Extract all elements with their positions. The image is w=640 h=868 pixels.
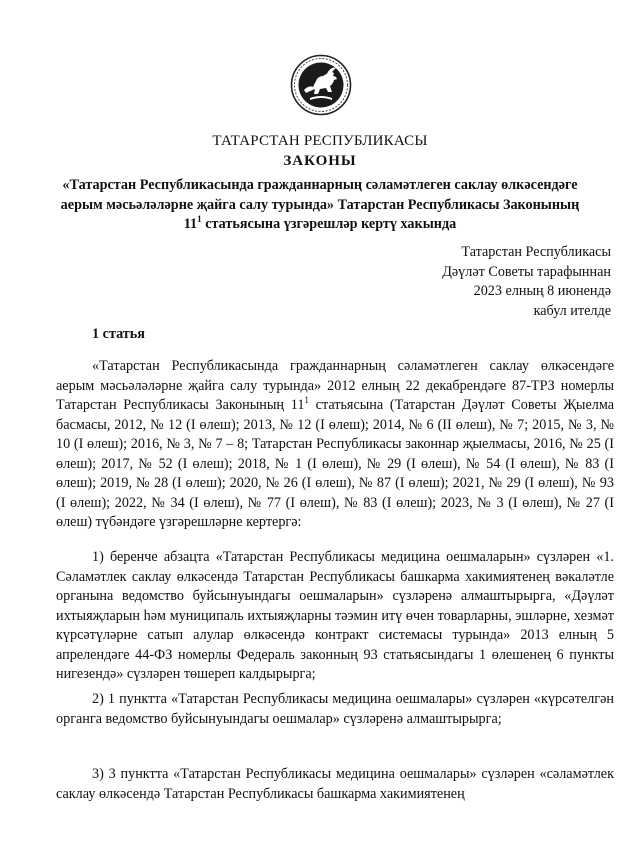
- adoption-line-2: Дәүләт Советы тарафыннан: [442, 263, 611, 280]
- paragraph-preamble-text: «Татарстан Республикасында гражданнарның сәламәтлеген саклау өлкәсендәге аерым мәсьәләләрне җайга салу турында» 2012 елның 22 декабрендәге 87-ТРЗ номерлы Татарстан Республикасы Законының 11: [56, 358, 614, 413]
- law-title-text: «Татарстан Республикасында гражданнарның сәламәтлеген саклау өлкәсендәге аерым мәсьәләләрне җайга салу турында» Татарстан Республикасы Законының 11: [60, 177, 580, 232]
- paragraph-preamble-text-end: статьясына (Татарстан Дәүләт Советы Җыелма басмасы, 2012, № 12 (I өлеш); 2013, № 12 (I өлеш); 2014, № 6 (II өлеш), № 7; 2015, № 3, № 10 (I өлеш); 2016, № 3, № 7 – 8; Татарстан Республикасы законнар җыелмасы, 2016, № 25 (I өлеш); 2017, № 52 (I өлеш); 2018, № 1 (I өлеш), № 29 (I өлеш), № 54 (I өлеш), № 83 (I өлеш); 2019, № 28 (I өлеш); 2020, № 26 (I өлеш), № 87 (I өлеш); 2021, № 29 (I өлеш), № 93 (I өлеш); 2022, № 34 (I өлеш), № 77 (I өлеш), № 83 (I өлеш); 2023, № 3 (I өлеш), № 27 (I өлеш) түбәндәге үзгәрешләрне кертергә:: [56, 397, 615, 530]
- law-heading: ЗАКОНЫ: [283, 153, 357, 169]
- adoption-line-3: 2023 елның 8 июнендә: [473, 283, 611, 299]
- article-heading: 1 статья: [92, 326, 145, 342]
- adoption-line-1: Татарстан Республикасы: [461, 244, 611, 260]
- republic-heading: ТАТАРСТАН РЕСПУБЛИКАСЫ: [212, 133, 428, 149]
- paragraph-item-2: 2) 1 пунктта «Татарстан Республикасы медицина оешмалары» сүзләрен «күрсәтелгән органга ведомство буйсынуындагы оешмалар» сүзләренә алмаштырырга;: [56, 691, 614, 727]
- paragraph-preamble-superscript: 1: [304, 395, 309, 405]
- law-title: [60, 176, 580, 235]
- tatarstan-coat-of-arms-emblem: [290, 54, 352, 116]
- law-title-superscript: 1: [197, 214, 202, 224]
- adoption-block: [351, 243, 611, 321]
- adoption-line-4: кабул ителде: [533, 302, 611, 319]
- paragraph-preamble: [56, 357, 614, 533]
- paragraph-item-3: 3) 3 пунктта «Татарстан Республикасы медицина оешмалары» сүзләрен «сәламәтлек саклау өлкәсендә Татарстан Республикасы башкарма хакимиятенең: [56, 766, 614, 802]
- law-title-text-end: статьясына үзгәрешләр кертү хакында: [201, 216, 457, 232]
- paragraph-item-1: 1) беренче абзацта «Татарстан Республикасы медицина оешмаларын» сүзләрен «1. Сәламәтлек саклау өлкәсендә Татарстан Республикасы башкарма хакимиятенең вәкаләтле органына ведомство буйсынуындагы оешмаларын» сүзләренә алмаштырырга, «Дәүләт ихтыяҗларын һәм муниципаль ихтыяҗларны тәэмин итү өчен товарларны, эшләрне, хезмәт күрсәтүләрне сатып алулар өлкәсендә контракт системасы турында» 2013 елның 5 апрелендәге 44-ФЗ номерлы Федераль законның 93 статьясындагы 1 өлешенең 6 пункты нигезендә» сүзләрен төшереп калдырырга;: [56, 549, 614, 682]
